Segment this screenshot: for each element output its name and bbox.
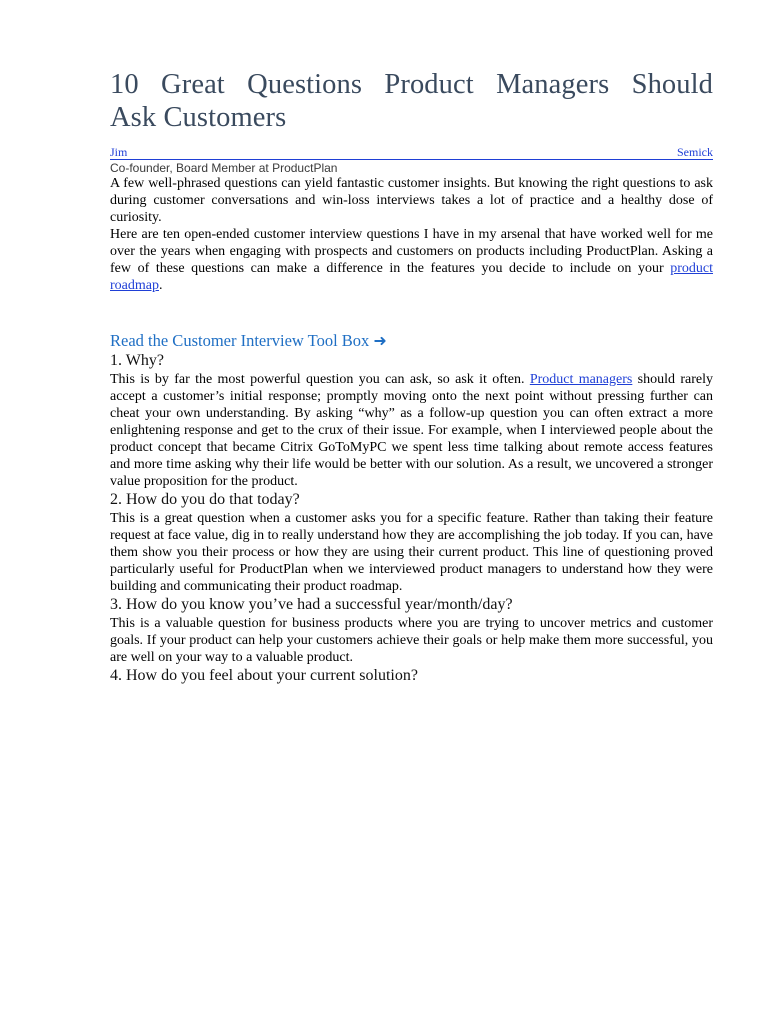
article-title xyxy=(110,68,713,134)
customer-interview-toolbox-link[interactable] xyxy=(110,331,713,351)
q1-text-rest: should rarely accept a customer’s initial response; promptly moving onto the next point without pressing further can cheat your own understanding. By asking “why” as a follow-up question you can often extract a more enlightening response and get to the crux of their issue. For example, when I interviewed people about the product concept that became Citrix GoToMyPC we spent less time talking about remote access features and more time asking why their life would be better with our solution. As a result, we uncovered a stronger value proposition for the product. xyxy=(110,372,713,489)
question-2-heading: 2. How do you do that today? xyxy=(110,491,300,508)
intro-p2-text: Here are ten open-ended customer interview questions I have in my arsenal that have worked well for me over the years when engaging with prospects and customers on products including ProductPlan. Asking a few of these questions can make a difference in the features you decide to include on your xyxy=(110,227,713,276)
intro-paragraph-2 xyxy=(110,226,713,294)
question-2-answer: This is a great question when a customer asks you for a specific feature. Rather than taking their feature request at face value, dig in to really understand how they are accomplishing the job today. If you can, have them show you their process or how they are using their current product. This line of questioning proved particularly useful for ProductPlan when we interviewed product managers to understand how they were building and communicating their product roadmap. xyxy=(110,511,713,594)
author-first-name-link[interactable]: Jim xyxy=(110,145,128,159)
intro-p2-end: . xyxy=(158,278,163,293)
author-role: Co-founder, Board Member at ProductPlan xyxy=(110,161,338,175)
question-3-answer: This is a valuable question for business products where you are trying to uncover metrics and customer goals. If your product can help your customers achieve their goals or help make them more successful, you are well on your way to a valuable product. xyxy=(110,616,713,665)
author-byline xyxy=(110,146,713,160)
arrow-right-icon: ➜ xyxy=(373,331,387,350)
intro-paragraph-1: A few well-phrased questions can yield fantastic customer insights. But knowing the right questions to ask during customer conversations and win-loss interviews takes a lot of practice and a healthy dose of curiosity. xyxy=(110,176,713,225)
question-3-heading: 3. How do you know you’ve had a successful year/month/day? xyxy=(110,596,513,613)
q1-text: This is by far the most powerful question you can ask, so ask it often. xyxy=(110,372,530,387)
question-1-answer xyxy=(110,371,713,490)
product-roadmap-link[interactable]: product roadmap xyxy=(110,261,713,293)
product-managers-link[interactable]: Product managers xyxy=(529,372,633,387)
question-1-heading: 1. Why? xyxy=(110,352,164,369)
title-line-2: Ask Customers xyxy=(110,102,287,133)
question-4-heading: 4. How do you feel about your current solution? xyxy=(110,667,418,684)
author-last-name-link[interactable]: Semick xyxy=(677,145,713,159)
cta-label: Read the Customer Interview Tool Box xyxy=(110,331,370,350)
article xyxy=(110,68,713,686)
title-line-1: 10 Great Questions Product Managers Should xyxy=(110,69,713,100)
